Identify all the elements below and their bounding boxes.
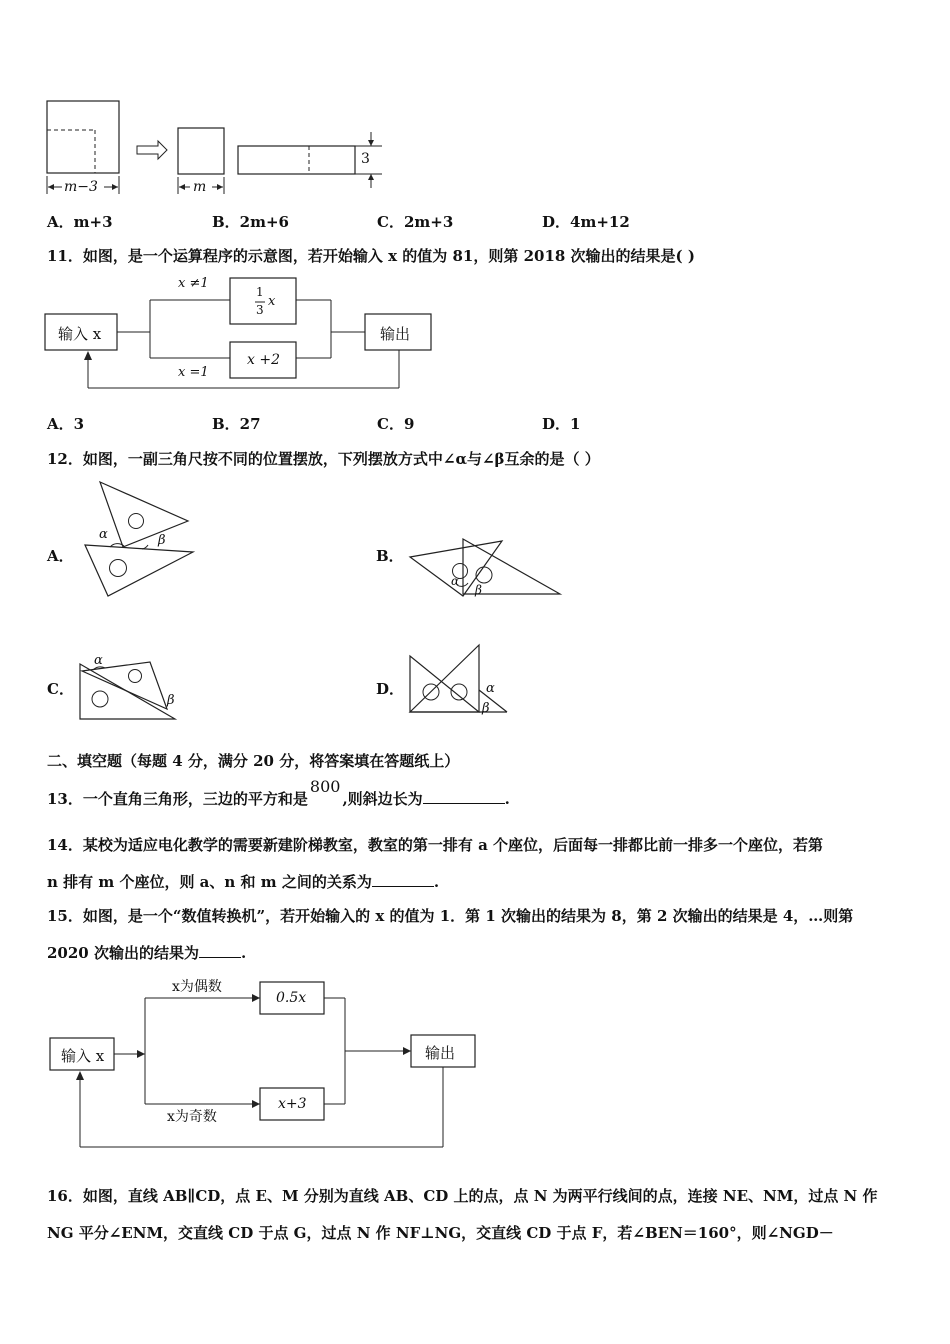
- q12-c-alpha: α: [94, 653, 103, 668]
- q14-line-1: 14．某校为适应电化教学的需要新建阶梯教室，教室的第一排有 a 个座位，后面每一排都比前一排多一个座位，若第: [47, 836, 824, 854]
- q11-question-text: 11．如图，是一个运算程序的示意图，若开始输入 x 的值为 81，则第 2018 次输出的结果是( ): [47, 247, 695, 265]
- q15-cond-even: x为偶数: [172, 979, 222, 995]
- q12-d-alpha: α: [486, 681, 495, 696]
- q11-cond-bottom: x =1: [178, 365, 209, 380]
- q12-a-beta: β: [158, 533, 166, 548]
- q11-input-box: 输入 x: [58, 325, 102, 343]
- q11-option-c: C．9: [377, 415, 415, 433]
- q12-b-beta: β: [475, 583, 482, 597]
- q10-option-c: C．2m+3: [377, 213, 454, 231]
- q11-frac-var: x: [268, 294, 276, 309]
- q10-label-m: m: [193, 179, 207, 195]
- q15-end: .: [240, 944, 247, 962]
- q12-c-beta: β: [167, 693, 175, 708]
- q10-option-a: A．m+3: [47, 213, 113, 231]
- q13-end: .: [504, 790, 510, 808]
- q12-d-beta: β: [482, 701, 490, 716]
- q11-option-d: D．1: [542, 415, 581, 433]
- q12-b-alpha: α: [451, 574, 460, 588]
- q14-end: .: [433, 873, 440, 891]
- q10-label-3: 3: [361, 151, 370, 167]
- q10-label-m-minus-3: m−3: [64, 179, 98, 195]
- q11-option-b: B．27: [212, 415, 261, 433]
- q13-suffix: ,则斜边长为: [342, 790, 423, 808]
- q12-question-text: 12．如图，一副三角尺按不同的位置摆放，下列摆放方式中∠α与∠β互余的是（ ）: [47, 450, 600, 468]
- q10-option-d: D．4m+12: [542, 213, 630, 231]
- q11-option-a: A．3: [47, 415, 85, 433]
- q15-input-box: 输入 x: [61, 1047, 105, 1065]
- q14-line-2: n 排有 m 个座位，则 a、n 和 m 之间的关系为: [47, 873, 372, 891]
- q13-prefix: 13．一个直角三角形，三边的平方和是: [47, 790, 308, 808]
- q11-plus-box: x +2: [247, 352, 280, 368]
- q16-line-1: 16．如图，直线 AB∥CD，点 E、M 分别为直线 AB、CD 上的点，点 N 为两平行线间的点，连接 NE、NM，过点 N 作: [47, 1187, 878, 1205]
- q15-line-1: 15．如图，是一个“数值转换机”，若开始输入的 x 的值为 1．第 1 次输出的结果为 8，第 2 次输出的结果是 4，…则第: [47, 907, 854, 925]
- q12-option-b: B．: [376, 547, 404, 565]
- q15-box-top: 0.5x: [276, 990, 307, 1006]
- q11-output-box: 输出: [380, 325, 411, 343]
- q12-option-c: C．: [47, 680, 74, 698]
- q11-cond-top: x ≠1: [178, 276, 209, 291]
- q10-option-b: B．2m+6: [212, 213, 289, 231]
- q15-output-box: 输出: [425, 1044, 456, 1062]
- q13-value: 800: [309, 777, 341, 796]
- q16-line-2: NG 平分∠ENM，交直线 CD 于点 G，过点 N 作 NF⊥NG，交直线 CD 于点 F，若∠BEN＝160°，则∠NGD－: [47, 1224, 834, 1242]
- q11-frac-num: 1: [256, 285, 264, 299]
- q15-box-bottom: x+3: [278, 1096, 307, 1112]
- q12-a-alpha: α: [99, 527, 108, 542]
- q12-option-d: D．: [376, 680, 405, 698]
- q12-option-a: A．: [47, 547, 74, 565]
- q15-line-2: 2020 次输出的结果为: [47, 944, 199, 962]
- q15-cond-odd: x为奇数: [167, 1109, 217, 1125]
- q11-frac-den: 3: [256, 303, 264, 317]
- section-2-title: 二、填空题（每题 4 分，满分 20 分，将答案填在答题纸上）: [47, 752, 460, 770]
